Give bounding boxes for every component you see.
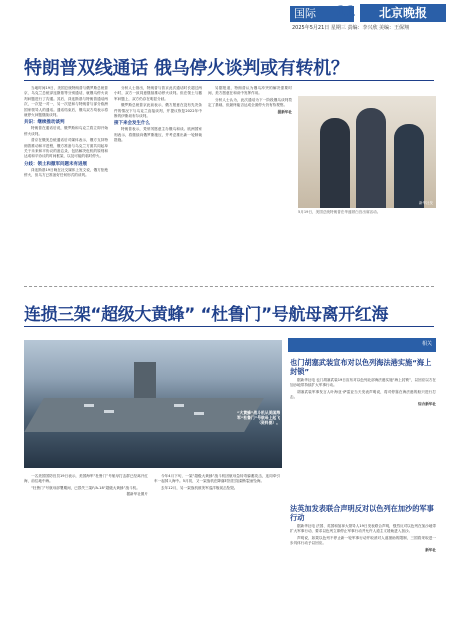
article1-photo-caption: 5月19日，美国总统特朗普在华盛顿白宫出席活动。 [298,210,381,214]
carrier-photo [24,340,282,468]
photo-figure [320,118,350,208]
photo-plane [104,410,114,413]
divider [24,326,434,327]
photo-plane [194,412,204,415]
article1-headline: 特朗普双线通话 俄乌停火谈判或有转机？ [24,58,349,79]
paragraph: 声明说，如果以色列不停止新一轮军事行动并取消对人道援助的限制，三国将采取进一步具体行动予以回应。 [290,535,436,546]
photo-credit: 新华社发 [419,201,433,205]
article2-headline: 连损三架“超级大黄蜂” “杜鲁门”号航母离开红海 [24,305,389,325]
carrier-photo-caption: “大黄蜂”战斗机从美国海军“杜鲁门”号航母上起飞（资料图）。 [237,410,280,425]
article1-column-2 [114,86,202,282]
paragraph: 泽连斯基19日晚在社交媒体上发文说，俄方拒绝停火，但乌方已准备好任何形式的谈判。 [24,167,108,178]
paragraph: 一名美国国防官员19日表示，美国海军“杜鲁门”号航母打击群已经离开红海，前往地中海。 [24,474,148,484]
subheading: 分歧：领土和撤军问题未有进展 [24,161,87,167]
page-number: 11 [336,4,356,20]
divider [24,286,434,287]
paragraph: 胡塞武装军事发言人叶海亚·萨雷亚当天发表声明说，将对停靠在海法港的船只进行打击。 [290,389,436,400]
related-box2-body [290,524,436,630]
photo-island [134,362,156,398]
article1-photo [298,96,436,208]
subheading: 共识：继续推动谈判 [24,120,65,126]
paragraph: 当地时间19日，美国总统特朗普与俄罗斯总统普京、乌克兰总统泽连斯基等分别通话，就俄乌停火谈判问题进行了沟通。其后，泽连斯基与特朗普通话两次，一次是一对一，另一次是和与特朗普与部分欧洲国家领导人的通话。通话结束后，俄乌双方均表示将就停火问题继续谈判。 [24,86,108,118]
related-banner [288,338,436,352]
issue-meta: 2025年5月21日 星期三 责编：李兴欣 美编：王保翔 [292,25,410,31]
byline: 新华社 [425,547,436,552]
paragraph: 今年4月下旬，一架“超级大黄蜂”战斗机因航母急转弯躲避攻击，连同牵引车一起掉入海中。5月初，又一架战机在降落时因拦阻索断裂而坠海。 [154,474,280,484]
paragraph: 特朗普在通话后说，俄罗斯和乌克兰将立即开始停火谈判。 [24,126,108,136]
paragraph: “杜鲁门”号航母部署期间，已损失三架F/A-18“超级大黄蜂”战斗机。 [31,485,140,490]
paragraph: 去年12月，另一架战机被美军巡洋舰误击坠毁。 [161,485,238,490]
photo-credit: 据新华社图片 [126,492,148,497]
subheading: 接下来会发生什么 [114,121,150,127]
related-box1-title: 也门胡塞武装宣布对以色列海法港实施“海上封锁” [290,358,432,376]
masthead-logo: 北京晚报 [360,4,446,22]
related-box2-title: 法英加发表联合声明反对以色列在加沙的军事行动 [290,504,434,522]
photo-figure [356,108,386,208]
article2-column-1 [24,474,148,624]
byline: 据新华社 [277,109,292,114]
related-tag: 相关 [421,341,432,347]
paragraph: 据新华社电 也门胡塞武装19日宣布对以色列北部海法港实施“海上封锁”，以回应以方在加沙地带持续扩大军事行动。 [290,378,436,388]
byline: 综合新华社 [418,401,436,406]
paragraph: 分析人士认为，此次通话为下一阶段俄乌谈判奠定了基础，但最终能否达成全面停火仍有待观察。 [208,97,292,108]
photo-plane [174,404,184,407]
photo-deck [24,398,264,432]
divider [24,80,434,81]
paragraph: 普京在俄美总统通话后对媒体表示，俄方支持特朗普推动和平进程，俄方准备与乌克兰方面共同起草关于未来和平协议的备忘录，包括解决危机的原则和达成和平协议的时间框架，以及可能的临时停火。 [24,138,108,159]
paragraph: 特朗普表示，梵蒂冈愿意主办俄乌和谈。欧洲国家则表示，将继续向俄罗斯施压，并考虑推出新一轮制裁措施。 [114,127,202,143]
photo-figure [394,124,424,208]
article2-column-2 [154,474,280,624]
article1-column-1 [24,86,108,282]
related-box1-body [290,378,436,500]
section-label: 国际 [290,6,354,22]
paragraph: 分析人士指出，特朗普与普京此次通话时长超过两小时，双方一致同意继续推动停火谈判。但在领土与撤军问题上，双方仍存在明显分歧。 [114,86,202,101]
photo-plane [84,404,94,407]
paragraph: 俄罗斯总统普京此前表示，俄方愿意在没有先决条件的情况下与乌克兰直接谈判，并提议恢复2022年中断的伊斯坦布尔谈判。 [114,103,202,119]
paragraph: 另据报道，特朗普认为俄乌冲突的解决需要时间，美方愿意在和谈中发挥作用。 [208,86,292,96]
article1-column-3 [208,86,292,282]
paragraph: 据新华社电 法国、英国和加拿大领导人19日发表联合声明，强烈反对以色列在加沙地带扩大军事行动，要求以色列立即停止军事行动并允许人道主义援助进入加沙。 [290,524,436,534]
page-header [0,0,450,34]
